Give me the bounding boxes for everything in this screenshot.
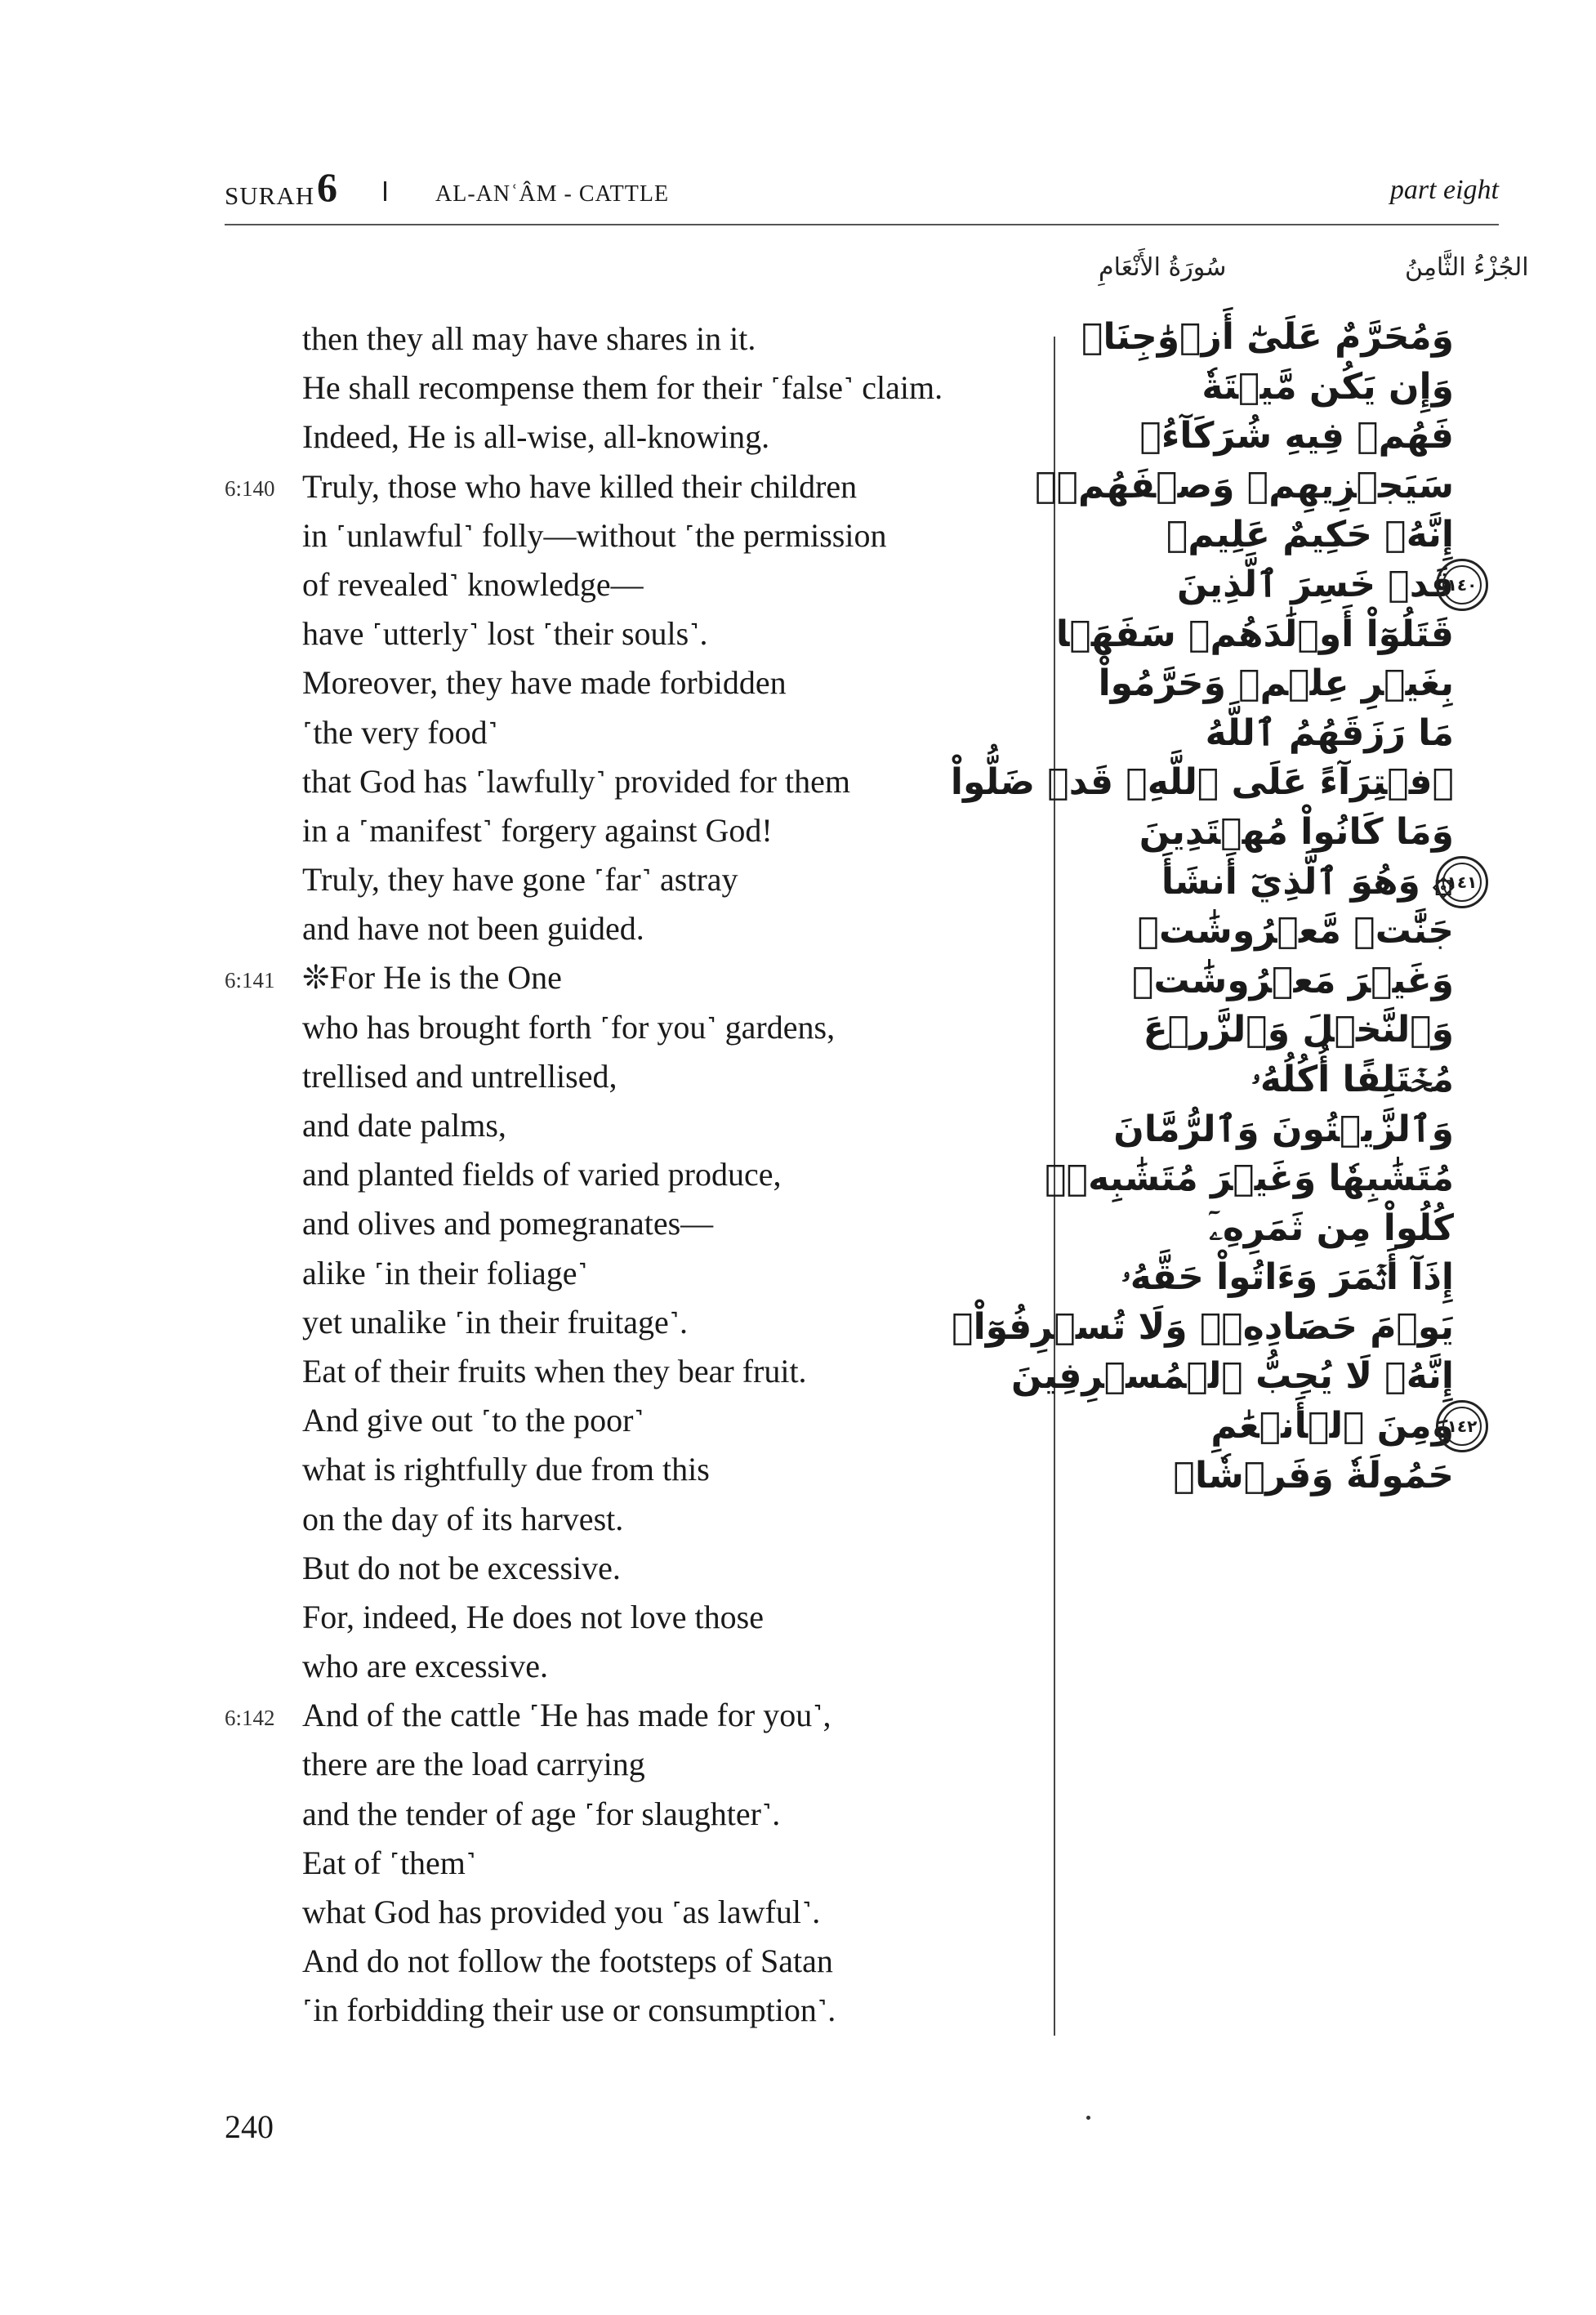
- verse-reference: 6:142: [225, 1705, 275, 1730]
- arabic-line: وَمِنَ ٱلۡأَنۡعَٰمِ: [1210, 1405, 1454, 1447]
- arabic-line: بِغَيۡرِ عِلۡمٖ وَحَرَّمُواْ: [1098, 662, 1454, 705]
- verse-number-medallion: [1436, 559, 1488, 611]
- translation-line: then they all may have shares in it.: [302, 320, 756, 357]
- translation-line: and date palms,: [302, 1107, 506, 1144]
- arabic-line: مُتَشَٰبِهٗا وَغَيۡرَ مُتَشَٰبِهٖۚ: [1045, 1158, 1454, 1200]
- verse-reference: 6:140: [225, 475, 275, 501]
- translation-line: what is rightfully due from this: [302, 1451, 710, 1488]
- arabic-line: حَمُولَةٗ وَفَرۡشٗاۚ: [1173, 1454, 1454, 1496]
- translation-line: But do not be excessive.: [302, 1549, 621, 1586]
- arabic-line: قَدۡ خَسِرَ ٱلَّذِينَ: [1177, 563, 1454, 605]
- surah-name: AL-ANʿÂM - CATTLE: [435, 181, 670, 207]
- verse-number: ١٤٠: [1447, 575, 1478, 595]
- page-number: 240: [225, 2108, 274, 2145]
- arabic-surah-label: سُورَةُ الأَنْعَامِ: [1099, 253, 1227, 282]
- english-translation: [302, 314, 1021, 2036]
- translation-line: on the day of its harvest.: [302, 1500, 624, 1537]
- translation-line: Indeed, He is all-wise, all-knowing.: [302, 418, 770, 456]
- arabic-line: فَهُمۡ فِيهِ شُرَكَآءُۚ: [1139, 415, 1454, 457]
- translation-line: He shall recompense them for their ˹false˺ claim.: [302, 369, 943, 407]
- translation-line: alike ˹in their foliage˺: [302, 1254, 588, 1291]
- arabic-line: إِنَّهُۥ حَكِيمٌ عَلِيمٞ: [1166, 514, 1454, 556]
- arabic-line: وَمُحَرَّمٌ عَلَىٰٓ أَزۡوَٰجِنَاۖ: [1081, 316, 1454, 358]
- translation-line: And give out ˹to the poor˺: [302, 1402, 644, 1439]
- arabic-part-label: الجُزْءُ الثَّامِنُ: [1405, 253, 1529, 282]
- translation-line: of revealed˺ knowledge—: [302, 565, 644, 603]
- translation-line: And do not follow the footsteps of Satan: [302, 1943, 833, 1980]
- translation-line: and olives and pomegranates—: [302, 1205, 714, 1242]
- translation-line: yet unalike ˹in their fruitage˺.: [302, 1303, 689, 1340]
- arabic-line: قَتَلُوٓاْ أَوۡلَٰدَهُمۡ سَفَهَۢا: [1055, 613, 1454, 655]
- translation-line: there are the load carrying: [302, 1746, 645, 1783]
- header-rule: [225, 224, 1499, 225]
- arabic-line: مَا رَزَقَهُمُ ٱللَّهُ: [1205, 711, 1454, 754]
- part-label: part eight: [1389, 175, 1499, 205]
- translation-line: who has brought forth ˹for you˺ gardens,: [302, 1008, 836, 1046]
- arabic-line: وَٱلنَّخۡلَ وَٱلزَّرۡعَ: [1143, 1009, 1454, 1051]
- arabic-line: إِذَآ أَثۡمَرَ وَءَاتُواْ حَقَّهُۥ: [1121, 1256, 1454, 1299]
- arabic-line: وَإِن يَكُن مَّيۡتَةٗ: [1201, 365, 1454, 408]
- translation-line: ˹the very food˺: [302, 713, 498, 751]
- translation-line: Eat of ˹them˺: [302, 1844, 477, 1881]
- translation-line: Moreover, they have made forbidden: [302, 664, 787, 702]
- arabic-line: جَنَّٰتٖ مَّعۡرُوشَٰتٖ: [1137, 910, 1454, 952]
- translation-line: and the tender of age ˹for slaughter˺.: [302, 1795, 781, 1832]
- translation-line: trellised and untrellised,: [302, 1057, 617, 1095]
- verse-reference: 6:141: [225, 967, 275, 992]
- verse-number-medallion: [1436, 1400, 1488, 1452]
- translation-line: in a ˹manifest˺ forgery against God!: [302, 811, 773, 849]
- translation-line: Truly, they have gone ˹far˺ astray: [302, 861, 738, 899]
- arabic-line: مُخۡتَلِفًا أُكُلُهُۥ: [1250, 1058, 1454, 1100]
- translation-line: what God has provided you ˹as lawful˺.: [302, 1893, 821, 1930]
- arabic-line: كُلُواْ مِن ثَمَرِهِۦٓ: [1209, 1207, 1454, 1249]
- translation-line: Truly, those who have killed their children: [302, 467, 858, 505]
- verse-number: ١٤٢: [1447, 1416, 1478, 1437]
- arabic-line: ٱفۡتِرَآءً عَلَى ٱللَّهِۚ قَدۡ ضَلُّواْ: [950, 761, 1454, 804]
- translation-line: in ˹unlawful˺ folly—without ˹the permission: [302, 516, 887, 554]
- arabic-line: ۞ وَهُوَ ٱلَّذِيٓ أَنشَأَ: [1161, 860, 1454, 903]
- verse-number-medallion: [1436, 856, 1488, 908]
- arabic-line: وَٱلزَّيۡتُونَ وَٱلرُّمَّانَ: [1113, 1108, 1454, 1150]
- header-separator: [384, 181, 386, 201]
- arabic-line: وَمَا كَانُواْ مُهۡتَدِينَ: [1139, 810, 1454, 853]
- translation-line: Eat of their fruits when they bear fruit.: [302, 1352, 807, 1389]
- arabic-line: سَيَجۡزِيهِمۡ وَصۡفَهُمۡۚ: [1035, 464, 1454, 506]
- surah-label: SURAH: [225, 181, 315, 210]
- translation-line: that God has ˹lawfully˺ provided for them: [302, 762, 850, 800]
- translation-line: and have not been guided.: [302, 910, 644, 948]
- translation-line: ❊For He is the One: [302, 959, 562, 997]
- translation-line: who are excessive.: [302, 1648, 548, 1685]
- verse-number: ١٤١: [1447, 872, 1478, 892]
- surah-number: 6: [317, 164, 337, 210]
- page-dot: [1086, 2116, 1090, 2120]
- translation-line: ˹in forbidding their use or consumption˺.: [302, 1992, 836, 2029]
- arabic-line: إِنَّهُۥ لَا يُحِبُّ ٱلۡمُسۡرِفِينَ: [1011, 1355, 1454, 1398]
- translation-line: For, indeed, He does not love those: [302, 1598, 764, 1635]
- translation-line: and planted fields of varied produce,: [302, 1156, 782, 1193]
- arabic-line: يَوۡمَ حَصَادِهِۦۖ وَلَا تُسۡرِفُوٓاْۚ: [952, 1305, 1454, 1348]
- running-header: [225, 163, 1499, 221]
- arabic-text: [950, 313, 1454, 1501]
- arabic-line: وَغَيۡرَ مَعۡرُوشَٰتٖ: [1132, 959, 1454, 1001]
- translation-line: have ˹utterly˺ lost ˹their souls˺.: [302, 615, 708, 653]
- translation-line: And of the cattle ˹He has made for you˺,: [302, 1697, 831, 1734]
